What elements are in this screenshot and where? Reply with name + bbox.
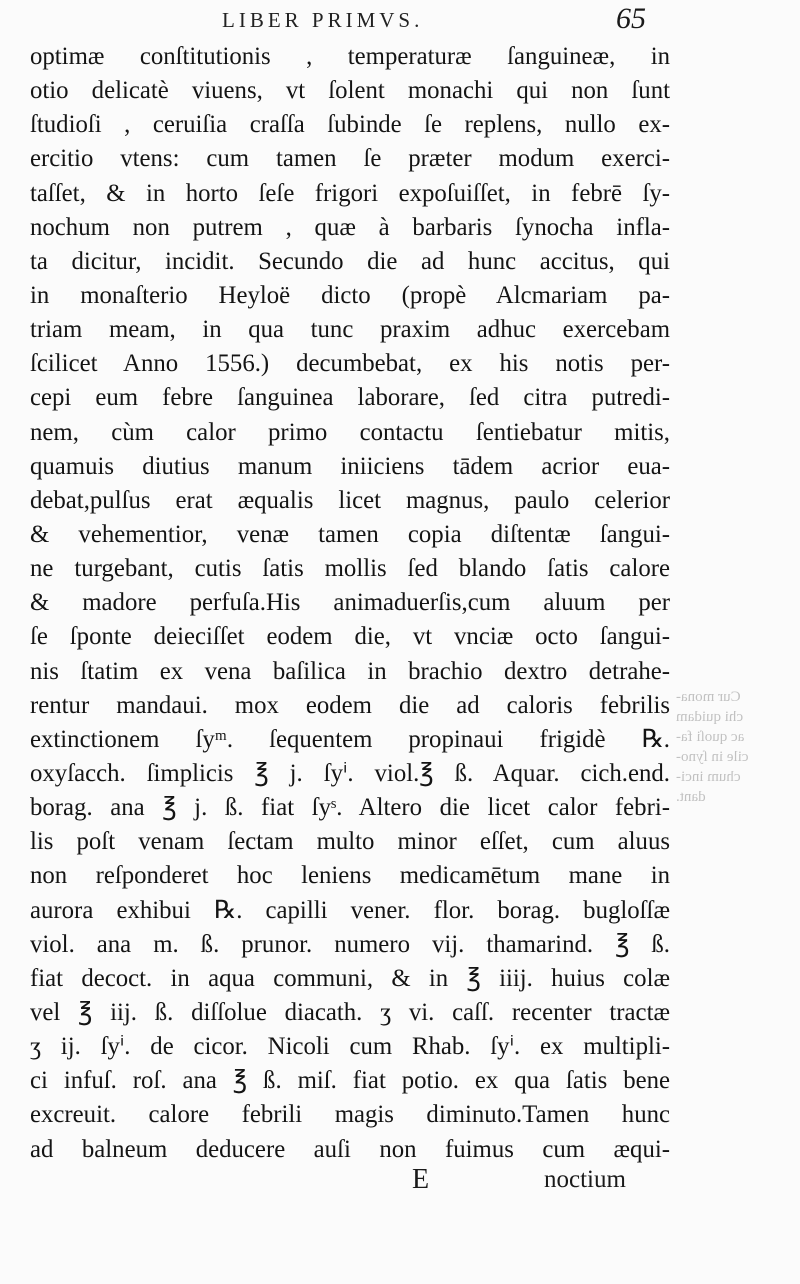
catchword: noctium — [544, 1166, 626, 1193]
text-line: non reſponderet hoc leniens medicamētum mane in — [30, 862, 670, 890]
bleed-through-margin-note — [676, 688, 794, 808]
text-line: nem, cùm calor primo contactu ſentiebatur mitis, — [30, 418, 670, 446]
text-line: lis poſt venam ſectam multo minor eſſet, cum aluus — [30, 828, 670, 856]
body-text — [30, 40, 670, 1167]
text-line: borag. ana ℥ j. ß. fiat ſyˢ. Altero die licet calor febri- — [30, 794, 670, 822]
text-line: nochum non putrem , quæ à barbaris ſynocha infla- — [30, 213, 670, 241]
text-line: nis ſtatim ex vena baſilica in brachio dextro detrahe- — [30, 657, 670, 685]
text-line: in monaſterio Heyloë dicto (propè Alcmariam pa- — [30, 281, 670, 309]
bleed-through-line: dant. — [676, 789, 706, 805]
bleed-through-line: ac quoſi fa- — [676, 729, 745, 745]
text-line: ci infuſ. roſ. ana ℥ ß. miſ. fiat potio. ex qua ſatis bene — [30, 1067, 670, 1095]
text-line: otio delicatè viuens, vt ſolent monachi qui non ſunt — [30, 77, 670, 105]
text-line: ſtudioſi , ceruiſia craſſa ſubinde ſe replens, nullo ex- — [30, 111, 670, 139]
bleed-through-line: chi quidam — [676, 709, 744, 725]
text-line: & vehementior, venæ tamen copia diſtentæ ſangui- — [30, 520, 670, 548]
bleed-through-line: chum inci- — [676, 769, 741, 785]
text-line: extinctionem ſyᵐ. ſequentem propinaui frigidè ℞. — [30, 725, 670, 753]
bleed-through-line: cile in ſyno- — [676, 749, 749, 765]
text-line: ercitio vtens: cum tamen ſe præter modum exerci- — [30, 145, 670, 173]
text-line: optimæ conſtitutionis , temperaturæ ſanguineæ, in — [30, 43, 670, 70]
text-line: rentur mandaui. mox eodem die ad caloris febrilis — [30, 691, 670, 719]
bleed-through-line: Cur mona- — [676, 689, 741, 705]
text-line: & madore perfuſa.His animaduerſis,cum aluum per — [30, 589, 670, 617]
text-line: ne turgebant, cutis ſatis mollis ſed blando ſatis calore — [30, 555, 670, 583]
text-line: ſcilicet Anno 1556.) decumbebat, ex his notis per- — [30, 350, 670, 378]
text-line: ad balneum deducere auſi non fuimus cum æqui- — [30, 1135, 670, 1163]
page-number: 65 — [616, 2, 646, 35]
text-line: debat,pulſus erat æqualis licet magnus, paulo celerior — [30, 486, 670, 514]
text-line: oxyſacch. ſimplicis ℥ j. ſyⁱ. viol.℥ ß. Aquar. cich.end. — [30, 759, 670, 787]
running-head: LIBER PRIMVS. — [222, 8, 424, 32]
text-line: vel ℥ iij. ß. diſſolue diacath. ʒ vi. caſſ. recenter tractæ — [30, 998, 670, 1026]
page-footer — [0, 1162, 800, 1202]
text-line: ſe ſponte deieciſſet eodem die, vt vnciæ octo ſangui- — [30, 623, 670, 651]
text-line: excreuit. calore febrili magis diminuto.Tamen hunc — [30, 1101, 670, 1129]
text-line: fiat decoct. in aqua communi, & in ℥ iiij. huius colæ — [30, 964, 670, 992]
page-header — [0, 2, 800, 38]
text-line: taſſet, & in horto ſeſe frigori expoſuiſſet, in febrē ſy- — [30, 179, 670, 207]
text-line: triam meam, in qua tunc praxim adhuc exercebam — [30, 316, 670, 344]
text-line: ʒ ij. ſyⁱ. de cicor. Nicoli cum Rhab. ſyⁱ. ex multipli- — [30, 1033, 670, 1061]
text-line: cepi eum febre ſanguinea laborare, ſed citra putredi- — [30, 384, 670, 412]
text-line: aurora exhibui ℞. capilli vener. flor. borag. bugloſſæ — [30, 896, 670, 924]
text-line: quamuis diutius manum iniiciens tādem acrior eua- — [30, 452, 670, 480]
text-line: viol. ana m. ß. prunor. numero vij. thamarind. ℥ ß. — [30, 930, 670, 958]
text-line: ta dicitur, incidit. Secundo die ad hunc accitus, qui — [30, 247, 670, 275]
signature-mark: E — [412, 1164, 430, 1195]
